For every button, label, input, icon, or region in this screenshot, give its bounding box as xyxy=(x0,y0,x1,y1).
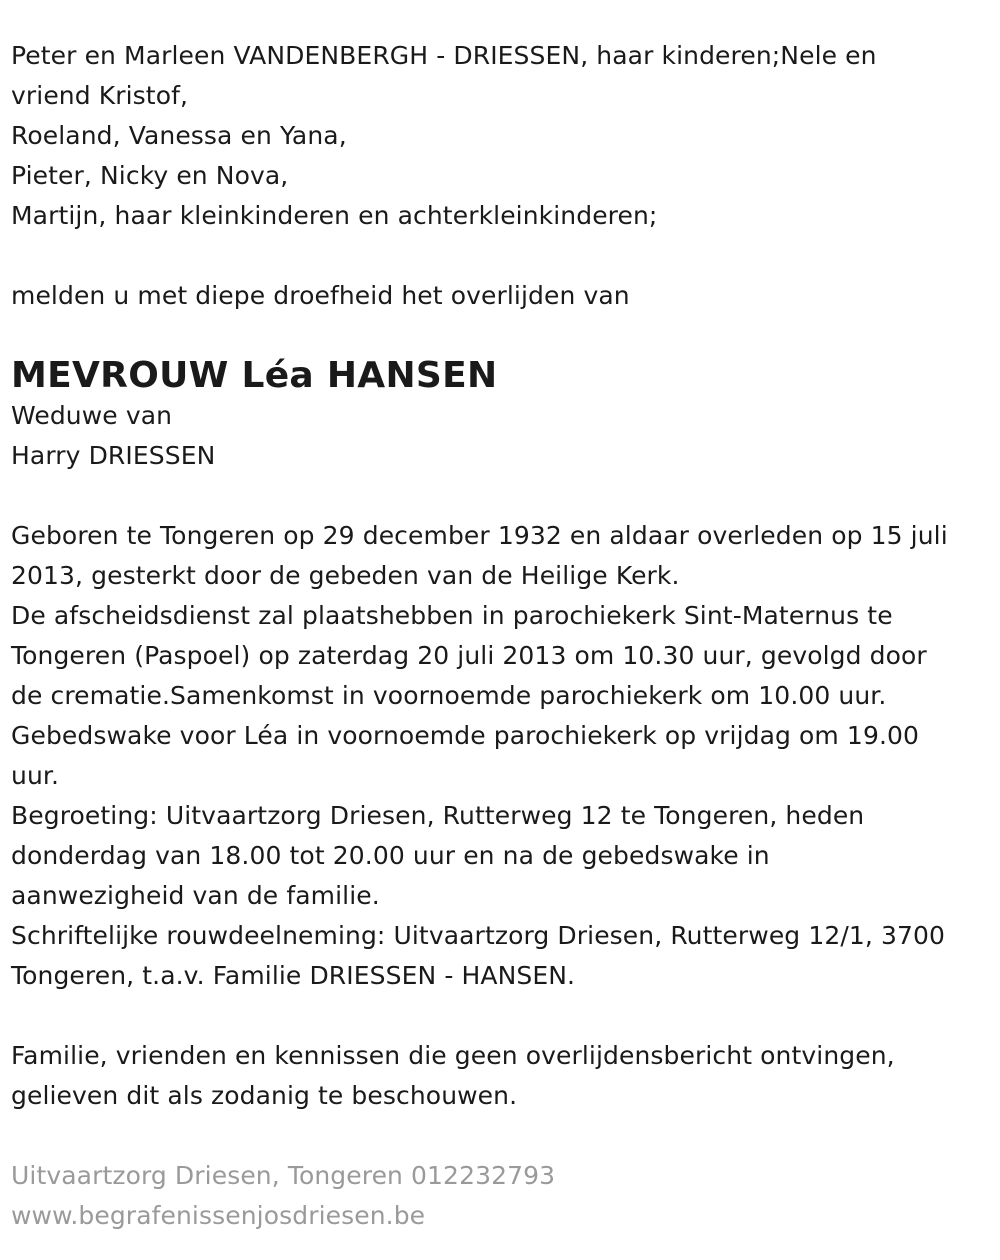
details-line: uur. xyxy=(11,761,60,790)
details-line: de crematie.Samenkomst in voornoemde parochiekerk om 10.00 uur. xyxy=(11,681,887,710)
details-section xyxy=(11,516,995,996)
family-line: Peter en Marleen VANDENBERGH - DRIESSEN, haar kinderen;Nele en xyxy=(11,41,877,70)
closing-section xyxy=(11,1036,995,1116)
family-line: vriend Kristof, xyxy=(11,81,189,110)
announcement-text: melden u met diepe droefheid het overlijden van xyxy=(11,281,630,310)
family-line: Roeland, Vanessa en Yana, xyxy=(11,121,347,150)
details-line: donderdag van 18.00 tot 20.00 uur en na de gebedswake in xyxy=(11,841,770,870)
family-line: Pieter, Nicky en Nova, xyxy=(11,161,289,190)
details-line: Tongeren, t.a.v. Familie DRIESSEN - HANSEN. xyxy=(11,961,576,990)
spacer xyxy=(11,996,995,1036)
widow-section xyxy=(11,396,995,476)
funeral-home-contact: Uitvaartzorg Driesen, Tongeren 012232793 xyxy=(11,1161,556,1190)
widow-line: Weduwe van xyxy=(11,401,173,430)
spacer xyxy=(11,1116,995,1156)
deceased-name: MEVROUW Léa HANSEN xyxy=(11,355,498,396)
family-section xyxy=(11,36,995,236)
details-line: De afscheidsdienst zal plaatshebben in parochiekerk Sint-Maternus te xyxy=(11,601,893,630)
details-line: Geboren te Tongeren op 29 december 1932 en aldaar overleden op 15 juli xyxy=(11,521,948,550)
closing-line: gelieven dit als zodanig te beschouwen. xyxy=(11,1081,518,1110)
details-line: Begroeting: Uitvaartzorg Driesen, Rutterweg 12 te Tongeren, heden xyxy=(11,801,865,830)
footer xyxy=(11,1156,995,1236)
family-line: Martijn, haar kleinkinderen en achterkleinkinderen; xyxy=(11,201,658,230)
spacer xyxy=(11,476,995,516)
details-line: aanwezigheid van de familie. xyxy=(11,881,380,910)
details-line: Tongeren (Paspoel) op zaterdag 20 juli 2013 om 10.30 uur, gevolgd door xyxy=(11,641,927,670)
details-line: Gebedswake voor Léa in voornoemde parochiekerk op vrijdag om 19.00 xyxy=(11,721,920,750)
website-link[interactable]: www.begrafenissenjosdriesen.be xyxy=(11,1201,426,1230)
obituary-notice xyxy=(11,36,995,1236)
spacer xyxy=(11,236,995,276)
details-line: 2013, gesterkt door de gebeden van de Heilige Kerk. xyxy=(11,561,680,590)
widow-line: Harry DRIESSEN xyxy=(11,441,216,470)
details-line: Schriftelijke rouwdeelneming: Uitvaartzorg Driesen, Rutterweg 12/1, 3700 xyxy=(11,921,945,950)
closing-line: Familie, vrienden en kennissen die geen overlijdensbericht ontvingen, xyxy=(11,1041,895,1070)
